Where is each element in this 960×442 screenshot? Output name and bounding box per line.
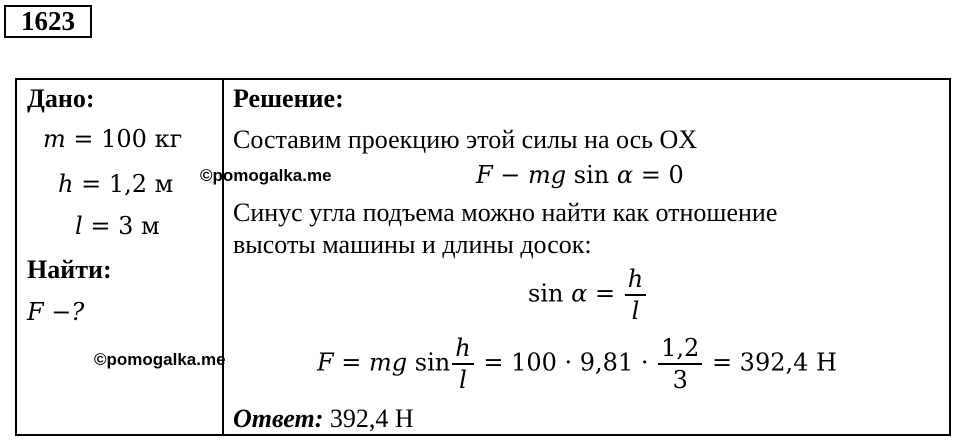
equation-force-balance: F − mg sin α = 0 (476, 161, 684, 189)
watermark: ©pomogalka.me (200, 166, 332, 185)
solution-line-3: высоты машины и длины досок: (233, 230, 592, 259)
answer-line (233, 404, 414, 434)
find-heading: Найти: (27, 255, 112, 284)
fraction-values: $\frac{1,2}{3}$ (658, 333, 702, 395)
solution-heading: Решение: (233, 84, 344, 113)
given-item-height: h = 1,2 м (58, 170, 174, 198)
solution-line-1: Составим проекцию этой силы на ось OX (233, 125, 698, 154)
answer-value: 392,4 Н (329, 404, 414, 433)
given-item-mass: m = 100 кг (43, 125, 183, 153)
given-heading: Дано: (27, 84, 95, 113)
equation-force: F = mg sin $\frac{h}{l}$ = 100 · 9,81 · $\frac{1,2}{3}$ = 392,4 Н (317, 334, 837, 394)
solution-line-2: Синус угла подъема можно найти как отношение (233, 198, 778, 227)
equation-sine: sin α = $\frac{h}{l}$ (528, 264, 648, 326)
given-item-length: l = 3 м (75, 212, 160, 240)
fraction-h-over-l: $\frac{h}{l}$ (625, 264, 646, 326)
answer-label: Ответ: (233, 404, 324, 433)
find-item: F −? (27, 298, 85, 326)
watermark: ©pomogalka.me (94, 350, 226, 369)
problem-number: 1623 (4, 5, 92, 38)
fraction-h-over-l-2: $\frac{h}{l}$ (452, 333, 473, 395)
column-divider (222, 78, 224, 436)
